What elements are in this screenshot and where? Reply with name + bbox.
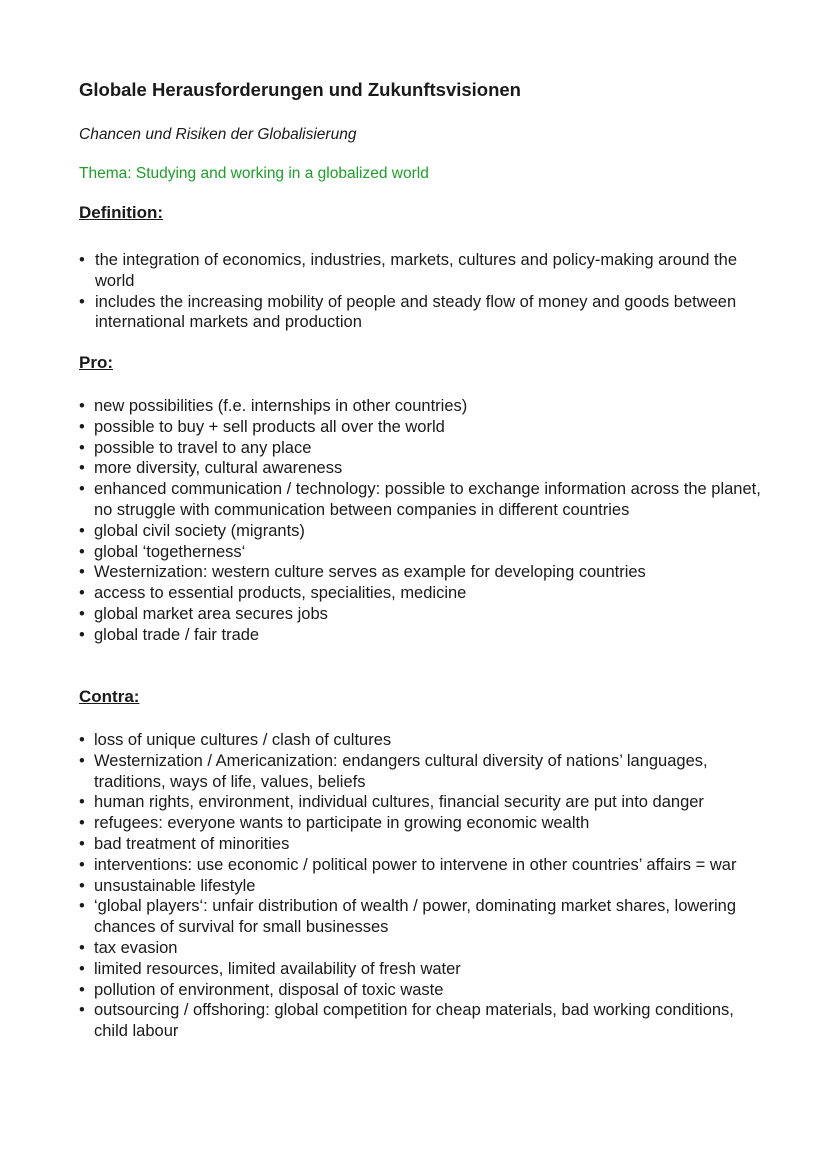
list-item: • includes the increasing mobility of people and steady flow of money and goods between international markets and production	[79, 292, 769, 334]
page-subtitle: Chancen und Risiken der Globalisierung	[79, 126, 357, 143]
list-item: • loss of unique cultures / clash of cultures	[79, 730, 769, 751]
list-item: • possible to travel to any place	[79, 438, 769, 459]
list-item: • outsourcing / offshoring: global competition for cheap materials, bad working conditions, child labour	[79, 1000, 769, 1042]
pro-list	[79, 396, 769, 646]
definition-heading: Definition:	[79, 203, 164, 222]
list-item: • new possibilities (f.e. internships in other countries)	[79, 396, 769, 417]
list-item: • possible to buy + sell products all over the world	[79, 417, 769, 438]
list-item: • refugees: everyone wants to participate in growing economic wealth	[79, 813, 769, 834]
contra-list	[79, 730, 769, 1042]
list-item: • Westernization / Americanization: endangers cultural diversity of nations’ languages, traditions, ways of life, values, beliefs	[79, 751, 769, 793]
definition-list	[79, 250, 769, 333]
list-item: • enhanced communication / technology: possible to exchange information across the planet, no struggle with communication between companies in different countries	[79, 479, 769, 521]
list-item: • pollution of environment, disposal of toxic waste	[79, 980, 769, 1001]
list-item: • Westernization: western culture serves as example for developing countries	[79, 562, 769, 583]
list-item: • unsustainable lifestyle	[79, 876, 769, 897]
list-item: • global market area secures jobs	[79, 604, 769, 625]
list-item: • ‘global players‘: unfair distribution of wealth / power, dominating market shares, lowering chances of survival for small businesses	[79, 896, 769, 938]
list-item: • global ‘togetherness‘	[79, 542, 769, 563]
list-item: • global trade / fair trade	[79, 625, 769, 646]
list-item: • limited resources, limited availability of fresh water	[79, 959, 769, 980]
page-title: Globale Herausforderungen und Zukunftsvisionen	[79, 79, 521, 100]
topic-line: Thema: Studying and working in a globalized world	[79, 165, 429, 182]
list-item: • bad treatment of minorities	[79, 834, 769, 855]
pro-heading: Pro:	[79, 353, 113, 372]
list-item: • interventions: use economic / political power to intervene in other countries’ affairs = war	[79, 855, 769, 876]
list-item: • tax evasion	[79, 938, 769, 959]
list-item: • human rights, environment, individual cultures, financial security are put into danger	[79, 792, 769, 813]
contra-heading: Contra:	[79, 687, 140, 706]
list-item: • the integration of economics, industries, markets, cultures and policy-making around the world	[79, 250, 769, 292]
list-item: • more diversity, cultural awareness	[79, 458, 769, 479]
list-item: • global civil society (migrants)	[79, 521, 769, 542]
list-item: • access to essential products, specialities, medicine	[79, 583, 769, 604]
